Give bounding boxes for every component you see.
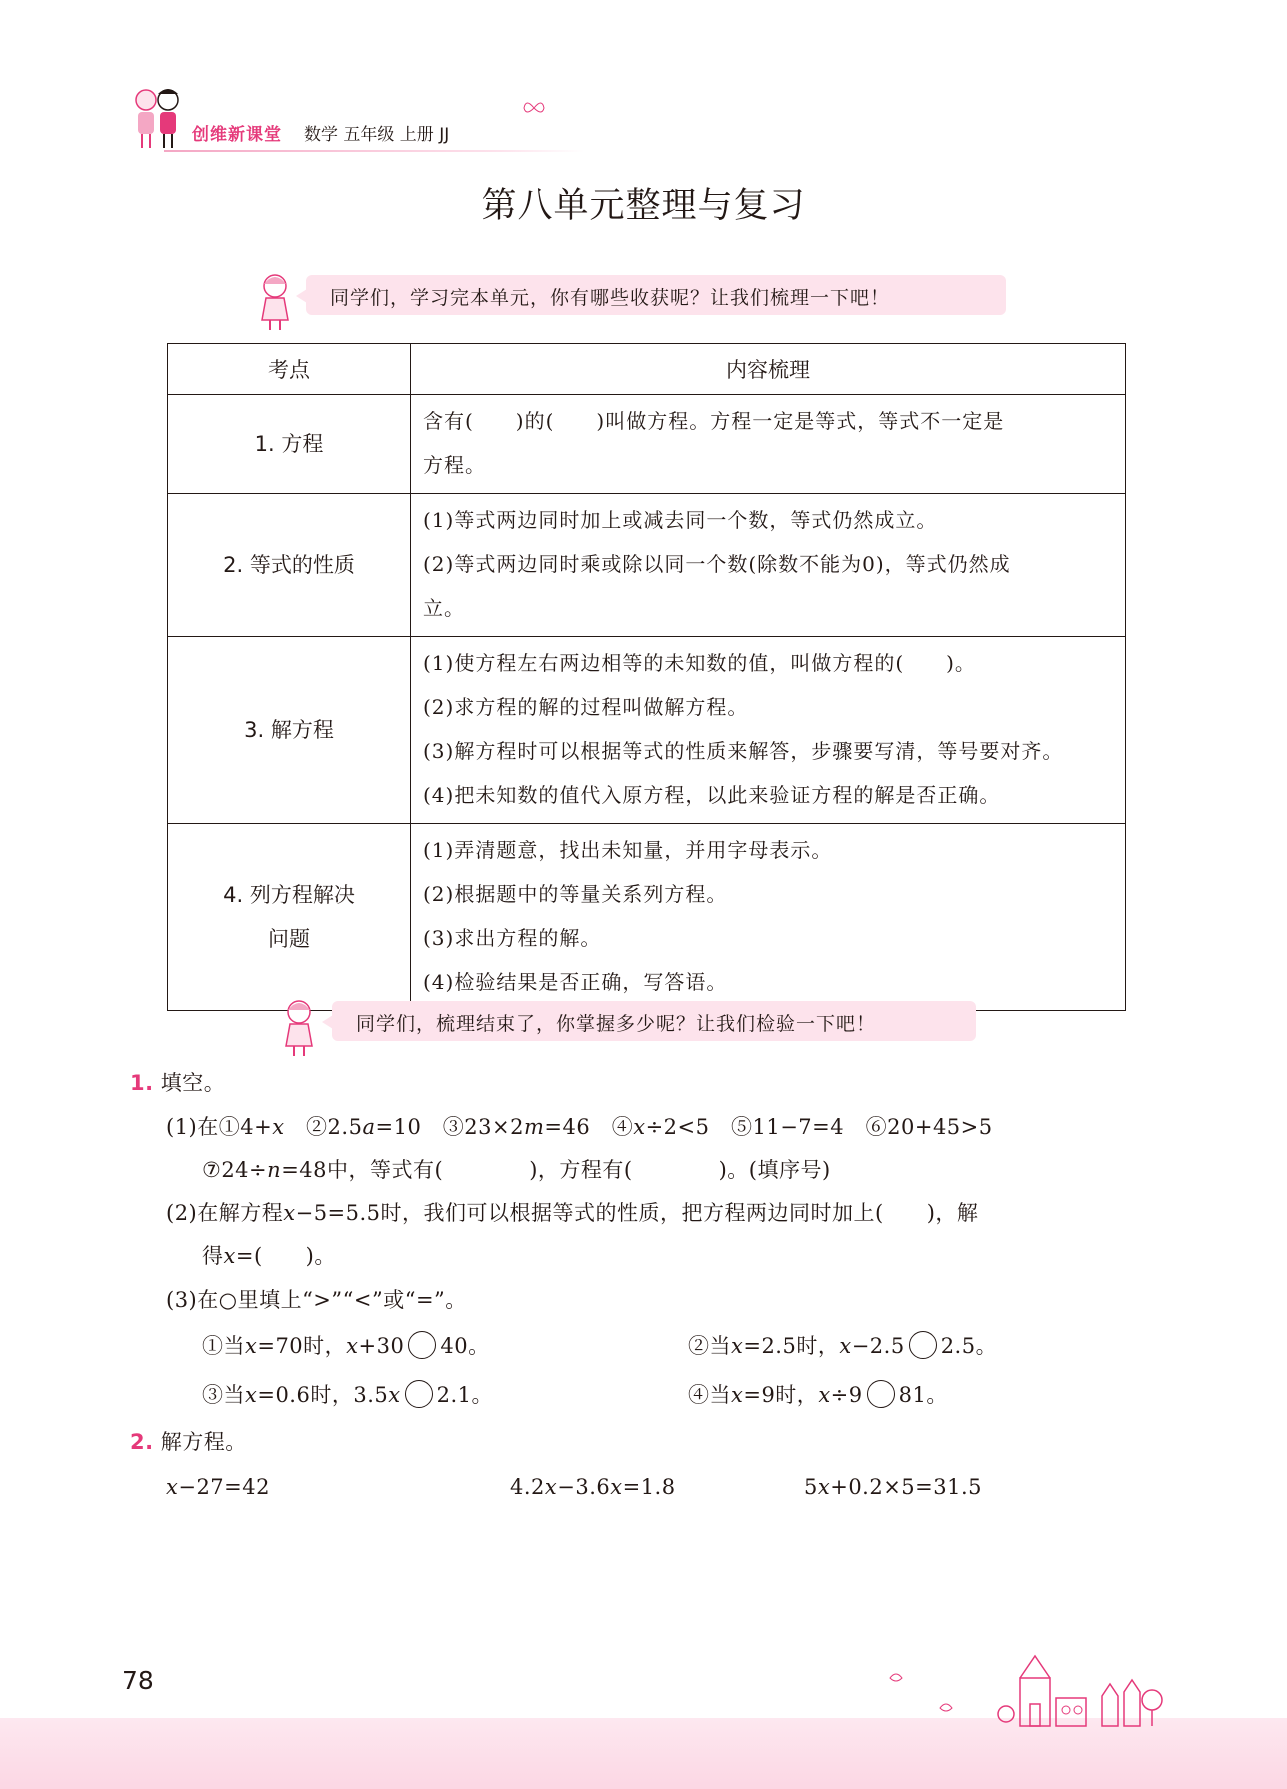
equation-3: 5x+0.2×5=31.5 [804,1475,983,1499]
question-1-part-1-line-2: ⑦24÷n=48中，等式有( )，方程有( )。(填序号) [202,1158,831,1182]
compare-item: ③当x=0.6时，3.5x 2.1。 [202,1380,493,1410]
question-1-part-2-line-1: (2)在解方程x−5=5.5时，我们可以根据等式的性质，把方程两边同时加上( )，解 [166,1201,979,1225]
girl-mascot-icon [252,270,298,332]
question-2-title: 2. 解方程。 [130,1430,247,1454]
topic-cell: 1. 方程 [168,395,411,494]
page-header [128,84,598,154]
check-banner [332,1001,976,1041]
header-rule [164,150,584,152]
brand-name: 创维新课堂 [192,125,282,145]
intro-banner [306,275,1006,315]
page-title: 第八单元整理与复习 [481,186,806,226]
content-cell: 含有( )的( )叫做方程。方程一定是等式，等式不一定是 方程。 [411,395,1126,494]
topic-cell: 3. 解方程 [168,637,411,824]
compare-item: ②当x=2.5时，x−2.5 2.5。 [688,1331,997,1361]
review-table [167,343,1126,1011]
compare-item: ④当x=9时，x÷9 81。 [688,1380,948,1410]
table-header-row [168,344,1126,395]
table-row [168,824,1126,1011]
answer-circle[interactable] [405,1380,433,1408]
compare-item: ①当x=70时，x+30 40。 [202,1331,490,1361]
content-cell: (1)使方程左右两边相等的未知数的值，叫做方程的( )。 (2)求方程的解的过程叫做解方程。 (3)解方程时可以根据等式的性质来解答，步骤要写清，等号要对齐。 (4)把未知数的值代入原方程，以此来验证方程的解是否正确。 [411,637,1126,824]
topic-cell: 2. 等式的性质 [168,494,411,637]
answer-circle[interactable] [408,1331,436,1359]
column-header-content: 内容梳理 [411,344,1126,395]
intro-banner-text: 同学们，学习完本单元，你有哪些收获呢？让我们梳理一下吧！ [330,287,891,309]
table-row [168,395,1126,494]
kids-logo-icon [128,84,188,154]
footer-band [0,1718,1287,1789]
question-1-part-2-line-2: 得x=( )。 [202,1244,336,1268]
question-1-part-1-line-1: (1)在①4+x ②2.5a=10 ③23×2m=46 ④x÷2<5 ⑤11−7=4 ⑥20+45>5 [166,1115,993,1139]
answer-circle[interactable] [909,1331,937,1359]
castle-decoration-icon [880,1648,1170,1728]
page-number: 78 [122,1666,154,1695]
table-row [168,637,1126,824]
butterfly-icon [522,98,546,118]
check-banner-text: 同学们，梳理结束了，你掌握多少呢？让我们检验一下吧！ [356,1013,877,1035]
question-1-part-3: (3)在○里填上“>”“<”或“=”。 [166,1288,467,1312]
book-subtitle: 数学 五年级 上册 JJ [304,125,450,145]
column-header-topic: 考点 [168,344,411,395]
girl-mascot-icon [276,996,322,1058]
equation-2: 4.2x−3.6x=1.8 [510,1475,676,1499]
equation-1: x−27=42 [166,1475,270,1499]
question-1-title: 1. 填空。 [130,1071,226,1095]
table-row [168,494,1126,637]
answer-circle[interactable] [867,1380,895,1408]
content-cell: (1)等式两边同时加上或减去同一个数，等式仍然成立。 (2)等式两边同时乘或除以同一个数(除数不能为0)，等式仍然成 立。 [411,494,1126,637]
content-cell: (1)弄清题意，找出未知量，并用字母表示。 (2)根据题中的等量关系列方程。 (3)求出方程的解。 (4)检验结果是否正确，写答语。 [411,824,1126,1011]
topic-cell: 4. 列方程解决 问题 [168,824,411,1011]
